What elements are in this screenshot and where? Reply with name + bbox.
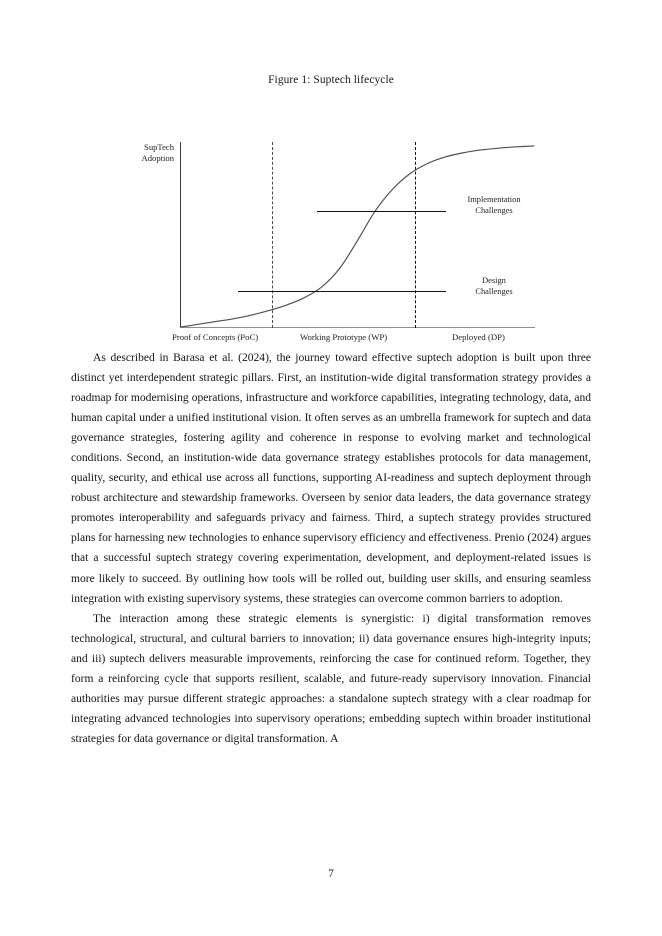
design-challenges-label (439, 275, 549, 297)
y-axis-label-line-1: SupTech (144, 142, 174, 152)
y-axis-label-line-2: Adoption (141, 153, 174, 164)
figure-canvas (0, 100, 662, 342)
x-axis-line (180, 327, 535, 328)
figure-caption: Figure 1: Suptech lifecycle (268, 74, 394, 86)
design-challenges-bar (238, 291, 446, 292)
x-label-dp: Deployed (DP) (452, 332, 505, 342)
figure-1 (0, 74, 662, 342)
implementation-label-line-1: Implementation (467, 195, 521, 204)
implementation-label-line-2: Challenges (475, 206, 513, 215)
implementation-challenges-bar (317, 211, 446, 212)
implementation-challenges-label (439, 194, 549, 216)
x-label-wp: Working Prototype (WP) (300, 332, 388, 342)
adoption-curve (0, 100, 662, 315)
design-label-line-1: Design (482, 276, 506, 285)
page-number: 7 (328, 868, 334, 880)
design-label-line-2: Challenges (475, 287, 513, 296)
paragraph-1: As described in Barasa et al. (2024), the journey toward effective suptech adoption is built upon three distinct yet interdependent strategic pillars. First, an institution-wide digital transformation strategy provides a roadmap for modernising operations, infrastructure and workforce capabilities, integrating technology, data, and human capital under a unified institutional vision. It often serves as an umbrella framework for suptech and data governance strategies, fostering agility and coherence in response to evolving market and technological conditions. Second, an institution-wide data governance strategy establishes protocols for data management, quality, security, and ethical use across all functions, supporting AI-readiness and suptech deployment through robust architecture and stewardship frameworks. Overseen by senior data leaders, the data governance strategy promotes interoperability and safeguards privacy and fairness. Third, a suptech strategy provides structured plans for harnessing new technologies to enhance supervisory efficiency and effectiveness. Prenio (2024) argues that a successful suptech strategy covering experimentation, development, and deployment-related issues is more likely to succeed. By outlining how tools will be rolled out, building user skills, and ensuring seamless integration with existing supervisory systems, these strategies can overcome common barriers to adoption. (71, 352, 591, 605)
paragraph-2: The interaction among these strategic elements is synergistic: i) digital transformation removes technological, structural, and cultural barriers to innovation; ii) data governance ensures high-integrity inputs; and iii) suptech delivers measurable improvements, reinforcing the case for continued reform. Together, they form a reinforcing cycle that supports resilient, scalable, and future-ready supervisory innovation. Financial authorities may pursue different strategic approaches: a standalone suptech strategy with a clear roadmap for integrating advanced technologies into supervisory operations; embedding suptech within broader institutional strategies for data governance or digital transformation. A (71, 612, 591, 745)
x-axis-labels (0, 332, 662, 348)
body-text (71, 348, 591, 749)
x-label-poc: Proof of Concepts (PoC) (172, 332, 259, 342)
